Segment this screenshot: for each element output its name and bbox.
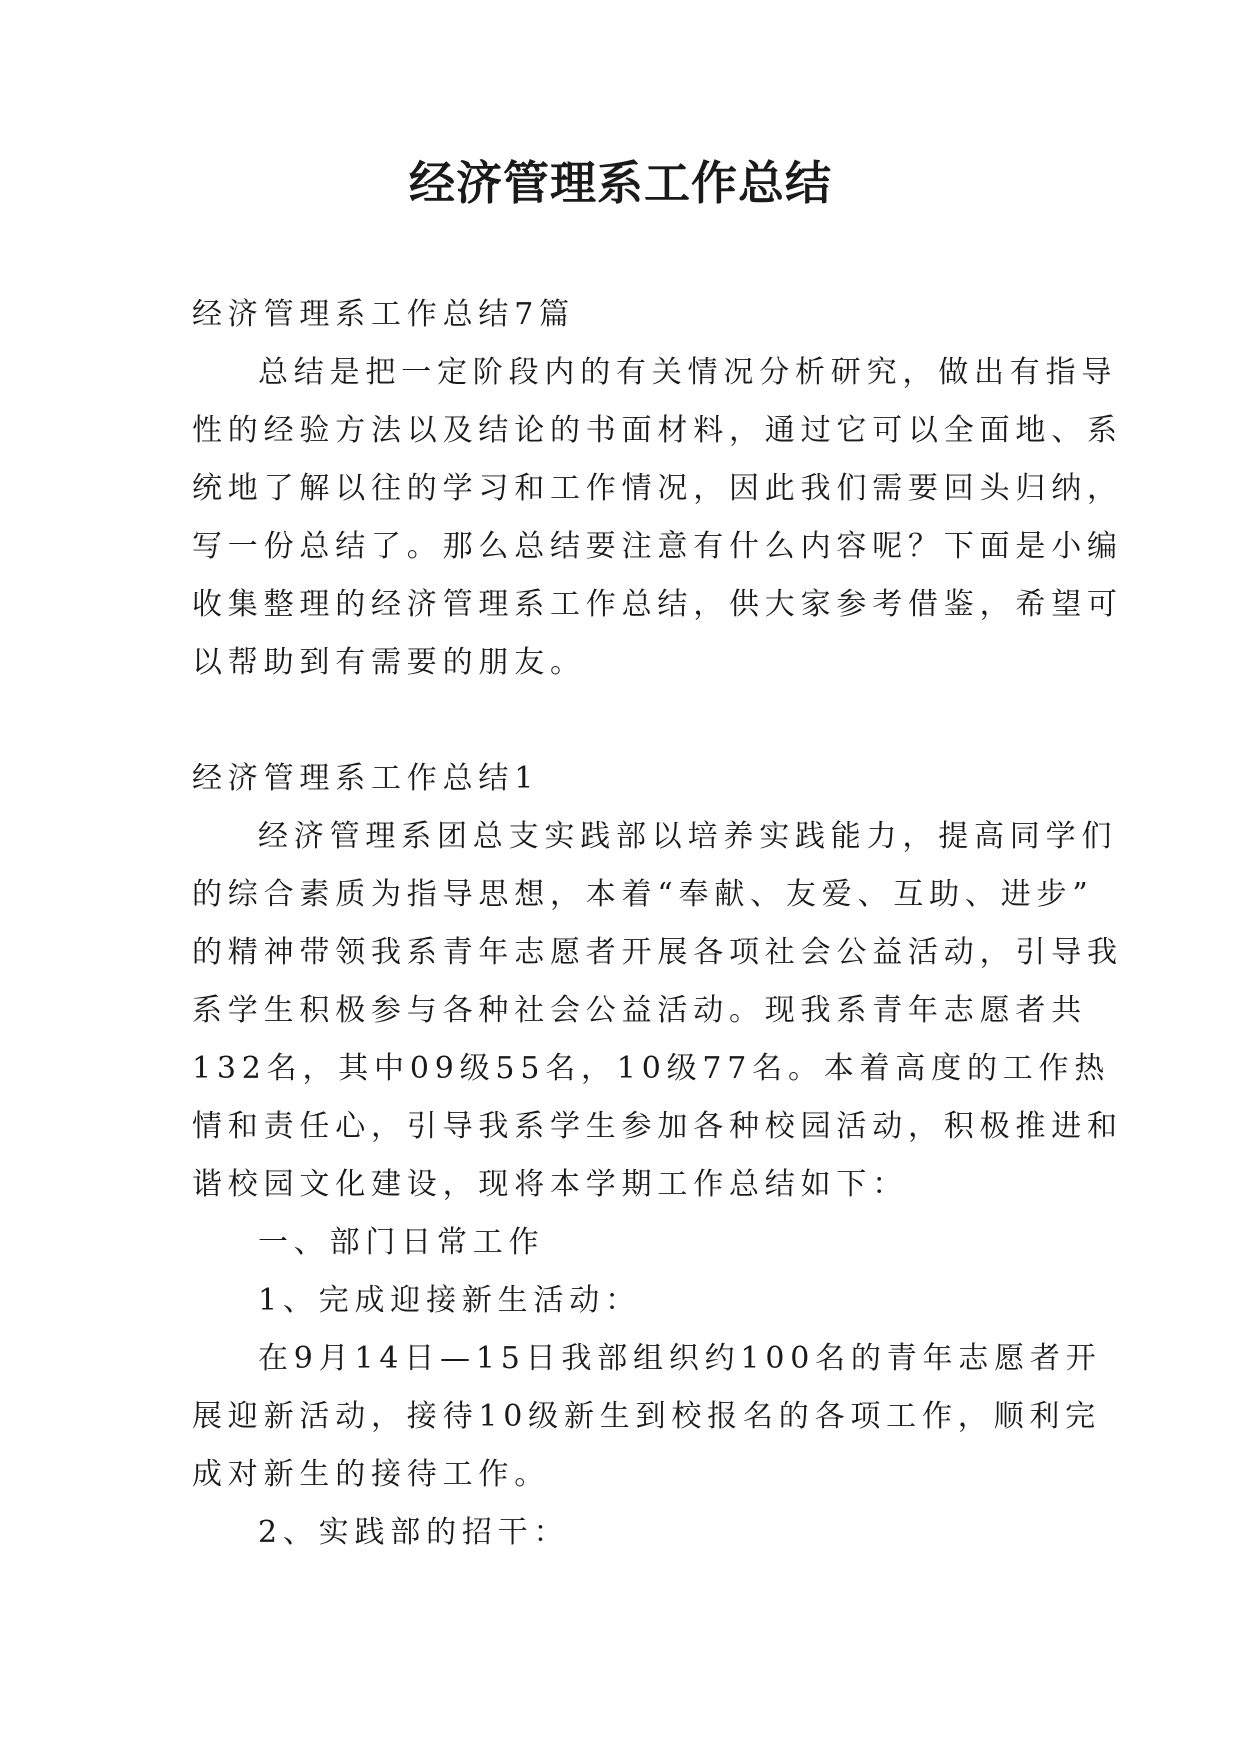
text-line: 经济管理系团总支实践部以培养实践能力，提高同学们: [258, 819, 1118, 854]
text-line: 情和责任心，引导我系学生参加各种校园活动，积极推进和: [192, 1109, 1123, 1144]
text-line: 展迎新活动，接待10级新生到校报名的各项工作，顺利完: [192, 1399, 1101, 1434]
section-heading: 经济管理系工作总结1: [192, 761, 540, 796]
text-line: 132名，其中09级55名，10级77名。本着高度的工作热: [192, 1051, 1111, 1086]
text-line: 性的经验方法以及结论的书面材料，通过它可以全面地、系: [192, 413, 1123, 448]
text-line: 的综合素质为指导思想，本着“奉献、友爱、互助、进步”: [192, 877, 1094, 912]
list-item-heading: 1、完成迎接新生活动：: [258, 1283, 641, 1318]
list-item-heading: 2、实践部的招干：: [258, 1515, 570, 1550]
text-line: 总结是把一定阶段内的有关情况分析研究，做出有指导: [258, 355, 1118, 390]
text-line: 经济管理系工作总结7篇: [192, 297, 575, 332]
text-line: 在9月14日—15日我部组织约100名的青年志愿者开: [258, 1341, 1102, 1376]
paragraph-gap: [192, 692, 1062, 750]
text-line: 谐校园文化建设，现将本学期工作总结如下：: [192, 1167, 908, 1202]
text-line: 统地了解以往的学习和工作情况，因此我们需要回头归纳，: [192, 471, 1123, 506]
text-line: 收集整理的经济管理系工作总结，供大家参考借鉴，希望可: [192, 587, 1123, 622]
document-body: [192, 286, 1123, 1562]
text-line: 以帮助到有需要的朋友。: [192, 645, 586, 680]
subsection-heading: 一、部门日常工作: [258, 1225, 545, 1260]
text-line: 系学生积极参与各种社会公益活动。现我系青年志愿者共: [192, 993, 1087, 1028]
text-line: 成对新生的接待工作。: [192, 1457, 550, 1492]
text-line: 写一份总结了。那么总结要注意有什么内容呢？下面是小编: [192, 529, 1123, 564]
text-line: 的精神带领我系青年志愿者开展各项社会公益活动，引导我: [192, 935, 1123, 970]
page-title: 经济管理系工作总结: [409, 156, 832, 210]
